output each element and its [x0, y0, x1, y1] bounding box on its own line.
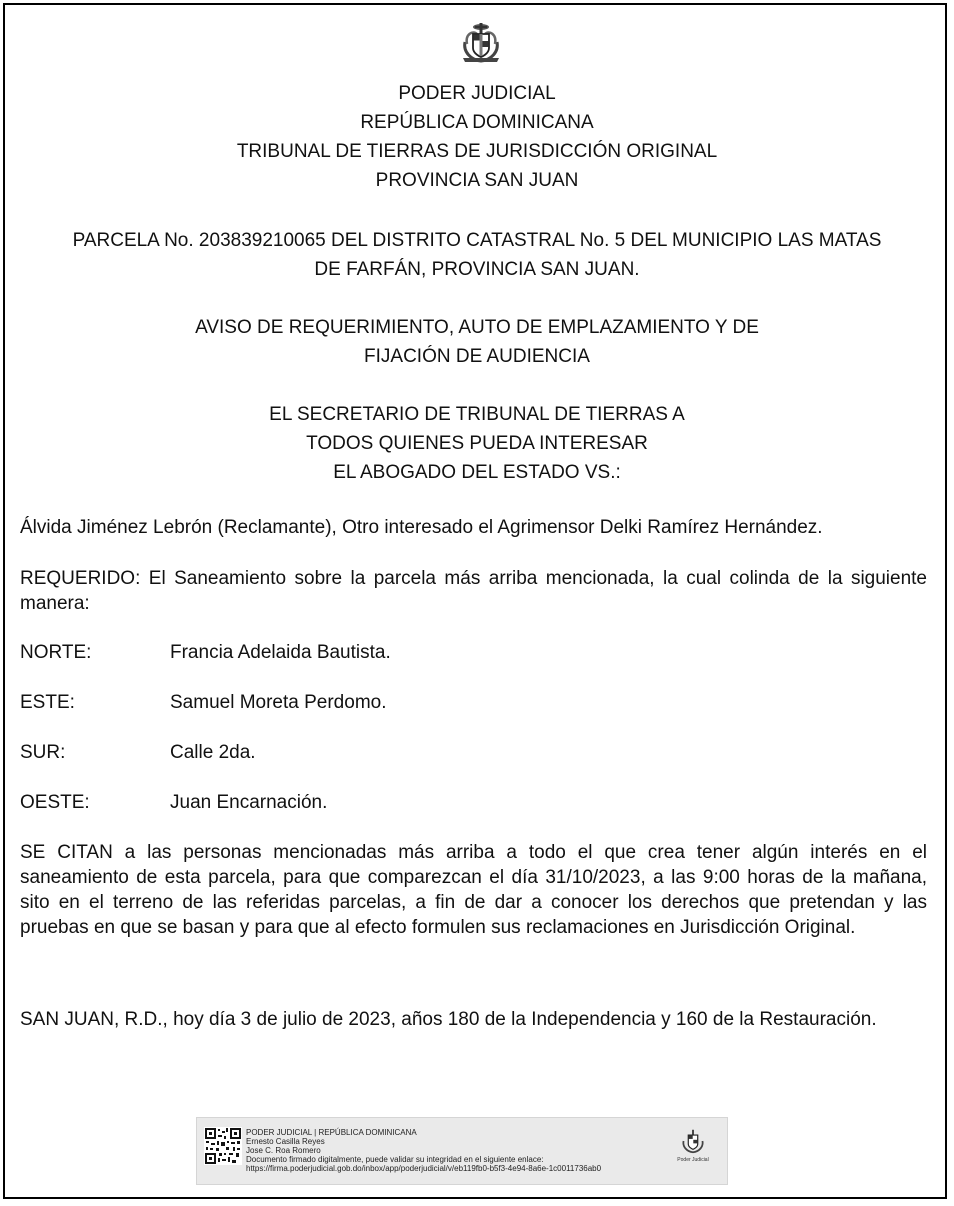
- boundary-label: NORTE:: [20, 642, 92, 663]
- addressee-line-1: EL SECRETARIO DE TRIBUNAL DE TIERRAS A: [269, 404, 685, 425]
- boundary-south: [20, 740, 256, 765]
- signature-line-2: Ernesto Casilla Reyes: [246, 1137, 325, 1146]
- boundary-east: [20, 690, 387, 715]
- header-block: [0, 79, 954, 195]
- notice-title-line-2: FIJACIÓN DE AUDIENCIA: [364, 346, 590, 367]
- boundary-value: Francia Adelaida Bautista.: [170, 642, 391, 663]
- boundary-value: Juan Encarnación.: [170, 792, 328, 813]
- header-line-4: PROVINCIA SAN JUAN: [375, 170, 579, 191]
- date-paragraph: SAN JUAN, R.D., hoy día 3 de julio de 2023, años 180 de la Independencia y 160 de la Restauración.: [20, 1009, 877, 1030]
- addressee-block: [0, 400, 954, 487]
- signature-line-1: PODER JUDICIAL | REPÚBLICA DOMINICANA: [246, 1128, 417, 1137]
- boundary-label: ESTE:: [20, 692, 75, 713]
- parcel-line-1: PARCELA No. 203839210065 DEL DISTRITO CATASTRAL No. 5 DEL MUNICIPIO LAS MATAS: [72, 230, 882, 251]
- header-line-1: PODER JUDICIAL: [398, 83, 556, 104]
- signature-line-3: Jose C. Roa Romero: [246, 1146, 321, 1155]
- boundary-label: OESTE:: [20, 792, 90, 813]
- header-line-2: REPÚBLICA DOMINICANA: [360, 112, 594, 133]
- parcel-line-2: DE FARFÁN, PROVINCIA SAN JUAN.: [314, 259, 640, 280]
- boundary-label: SUR:: [20, 742, 66, 763]
- seal-label: Poder Judicial: [677, 1157, 709, 1163]
- notice-title: [0, 313, 954, 371]
- qr-code-icon[interactable]: [204, 1127, 242, 1165]
- boundary-north: [20, 640, 391, 665]
- citation-paragraph: SE CITAN a las personas mencionadas más arriba a todo el que crea tener algún interés en el saneamiento de esta parcela, para que comparezcan el día 31/10/2023, a las 9:00 horas de la mañana, sito en el terreno de las referidas parcelas, a fin de dar a conocer los derechos que pretendan y las pruebas en que se basan y para que al efecto formulen sus reclamaciones en Jurisdicción Original.: [20, 842, 927, 938]
- notice-title-line-1: AVISO DE REQUERIMIENTO, AUTO DE EMPLAZAMIENTO Y DE: [195, 317, 759, 338]
- poder-judicial-seal-icon: [680, 1128, 706, 1154]
- digital-signature-block: [196, 1117, 728, 1185]
- parties-paragraph: Álvida Jiménez Lebrón (Reclamante), Otro interesado el Agrimensor Delki Ramírez Hernández.: [20, 517, 823, 538]
- addressee-line-2: TODOS QUIENES PUEDA INTERESAR: [306, 433, 648, 454]
- signature-text: [246, 1128, 601, 1173]
- requerido-paragraph: REQUERIDO: El Saneamiento sobre la parcela más arriba mencionada, la cual colinda de la siguiente manera:: [20, 568, 927, 614]
- signature-line-4: Documento firmado digitalmente, puede validar su integridad en el siguiente enlace:: [246, 1155, 544, 1164]
- header-line-3: TRIBUNAL DE TIERRAS DE JURISDICCIÓN ORIGINAL: [236, 141, 718, 162]
- boundary-west: [20, 790, 327, 815]
- parcel-block: [0, 226, 954, 284]
- signature-link[interactable]: https://firma.poderjudicial.gob.do/inbox/app/poderjudicial/v/eb119fb0-b5f3-4e94-8a6e-1c0011736ab0: [246, 1164, 602, 1173]
- addressee-line-3: EL ABOGADO DEL ESTADO VS.:: [333, 462, 621, 483]
- coat-of-arms-icon: [459, 20, 503, 64]
- boundary-value: Samuel Moreta Perdomo.: [170, 692, 387, 713]
- boundary-value: Calle 2da.: [170, 742, 256, 763]
